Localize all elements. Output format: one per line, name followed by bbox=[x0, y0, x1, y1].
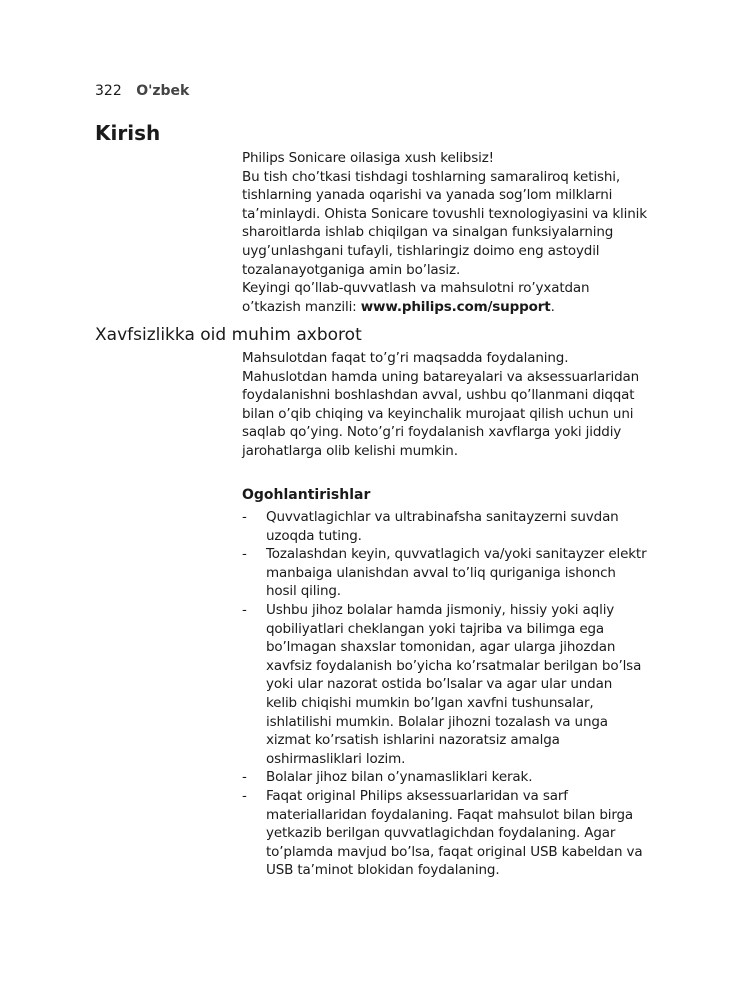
bullet-dash: - bbox=[242, 787, 247, 804]
support-period: . bbox=[550, 298, 555, 315]
warning-item bbox=[242, 787, 647, 880]
bullet-dash: - bbox=[242, 601, 247, 618]
welcome-paragraph: Philips Sonicare oilasiga xush kelibsiz! bbox=[242, 150, 494, 166]
warning-text: Ushbu jihoz bolalar hamda jismoniy, hissiy yoki aqliy qobiliyatlari cheklangan yoki tajriba va bilimga ega bo’lmagan shaxslar tomonidan, agar ularga jihozdan xavfsiz foydalanish bo’yicha ko’rsatmalar berilgan bo’lsa yoki ular nazorat ostida bo’lsalar va agar ular undan kelib chiqishi mumkin bo’lgan xavfni tushunsalar, ishlatilishi mumkin. Bolalar jihozni tozalash va unga xizmat ko’rsatish ishlarini nazoratsiz amalga oshirmasliklari lozim. bbox=[266, 601, 642, 767]
support-link[interactable]: www.philips.com/support bbox=[360, 298, 551, 315]
warning-item bbox=[242, 601, 647, 768]
support-text: Keyingi qo’llab-quvvatlash va mahsulotni ro’yxatdan o’tkazish manzili: bbox=[242, 280, 590, 315]
warning-text: Bolalar jihoz bilan o’ynamasliklari kerak. bbox=[266, 769, 533, 786]
bullet-dash: - bbox=[242, 769, 247, 786]
warnings-list bbox=[242, 508, 647, 880]
warning-item bbox=[242, 508, 647, 545]
page-header bbox=[95, 82, 189, 100]
safety-paragraph: Mahsulotdan faqat to’g’ri maqsadda foydalaning. Mahuslotdan hamda uning batareyalari va aksessuarlaridan foydalanishni boshlashdan avval, ushbu qo’llanmani diqqat bilan o’qib chiqing va keyinchalik murojaat qilish uchun uni saqlab qo’ying. Noto’g’ri foydalanish xavflarga yoki jiddiy jarohatlarga olib kelishi mumkin. bbox=[242, 350, 640, 459]
warning-text: Quvvatlagichlar va ultrabinafsha sanitayzerni suvdan uzoqda tuting. bbox=[266, 509, 619, 544]
intro-heading: Kirish bbox=[95, 121, 161, 145]
warning-item bbox=[242, 768, 647, 787]
safety-body bbox=[242, 349, 647, 461]
safety-heading: Xavfsizlikka oid muhim axborot bbox=[95, 325, 362, 345]
page-number: 322 bbox=[95, 83, 122, 99]
warning-item bbox=[242, 545, 647, 601]
warning-text: Faqat original Philips aksessuarlaridan va sarf materiallaridan foydalaning. Faqat mahsulot bilan birga yetkazib berilgan quvvatlagichdan foydalaning. Agar to’plamda mavjud bo’lsa, faqat original USB kabeldan va USB ta’minot blokidan foydalaning. bbox=[266, 787, 643, 879]
warning-text: Tozalashdan keyin, quvvatlagich va/yoki sanitayzer elektr manbaiga ulanishdan avval to’liq quriganiga ishonch hosil qiling. bbox=[266, 546, 647, 600]
product-description-paragraph: Bu tish cho’tkasi tishdagi toshlarning samaraliroq ketishi, tishlarning yanada oqarishi va yanada sog’lom milklarni ta’minlaydi. Ohista Sonicare tovushli texnologiyasini va klinik sharoitlarda ishlab chiqilgan va sinalgan funksiyalarning uyg’unlashgani tufayli, tishlaringiz doimo eng astoydil tozalanayotganiga amin bo’lasiz. bbox=[242, 168, 647, 278]
intro-body bbox=[242, 149, 647, 316]
support-paragraph bbox=[242, 279, 647, 316]
bullet-dash: - bbox=[242, 509, 247, 525]
bullet-dash: - bbox=[242, 546, 247, 563]
warnings-heading: Ogohlantirishlar bbox=[242, 487, 371, 503]
page-language: O'zbek bbox=[136, 83, 190, 99]
